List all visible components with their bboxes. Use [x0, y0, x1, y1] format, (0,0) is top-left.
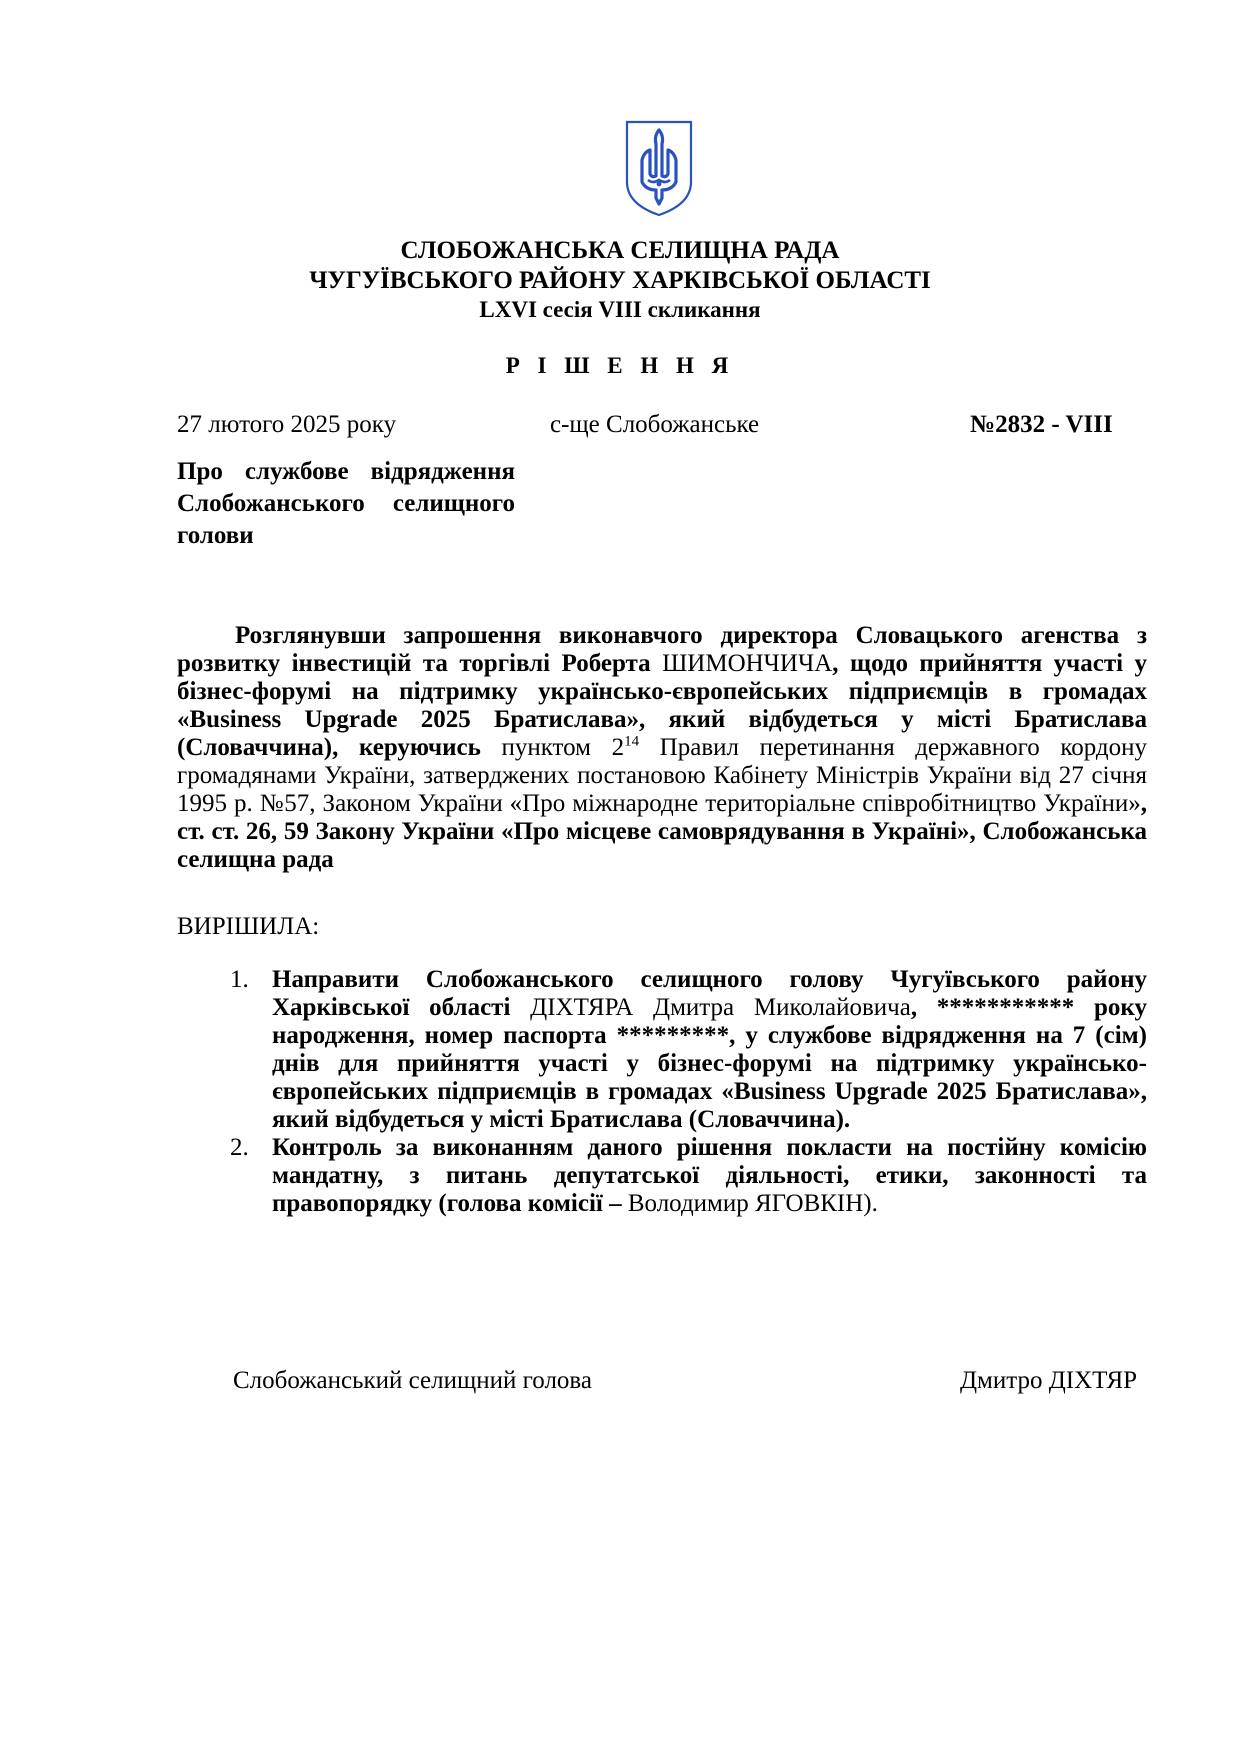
trident-coat-of-arms-icon — [623, 118, 695, 218]
list-item-text-c: , *********** року народження, номер паспорта *********, у службове відрядження на 7 (сім) днів для прийняття участі у бізнес-форумі на підтримку українсько-європейських підприємців в громадах «Business Upgrade 2025 Братислава», який відбудеться у місті Братислава (Словаччина). — [272, 994, 1147, 1133]
list-item-number: 1. — [230, 966, 249, 993]
decision-subject — [177, 456, 515, 552]
list-item-text-b: Володимир ЯГОВКІН — [627, 1190, 864, 1217]
decision-place: с-ще Слобожанське — [550, 411, 760, 438]
document-type-title: Р І Ш Е Н Н Я — [505, 353, 735, 378]
district-name: ЧУГУЇВСЬКОГО РАЙОНУ ХАРКІВСЬКОЇ ОБЛАСТІ — [309, 267, 931, 294]
council-name: СЛОБОЖАНСЬКА СЕЛИЩНА РАДА — [400, 237, 840, 264]
preamble-part-3: , щодо прийняття участі у бізнес-форумі на підтримку українсько-європейських підприємців в громадах «Business Upgrade 2025 Братислава», який відбудеться у місті Братислава (Словаччина), керуючись — [177, 650, 1147, 761]
decision-number: №2832 - VIII — [970, 411, 1113, 438]
signature-name: Дмитро ДІХТЯР — [960, 1367, 1138, 1394]
preamble-part-1: Розглянувши запрошення виконавчого директора Словацького агенства з розвитку інвестицій та торгівлі Роберта — [177, 622, 1147, 677]
preamble-paragraph — [177, 622, 1147, 874]
preamble — [177, 622, 1147, 874]
session-info: LXVI сесія VIII скликання — [479, 297, 761, 322]
preamble-superscript: 14 — [624, 733, 640, 750]
subject-line-1: Про службове відрядження — [177, 458, 515, 485]
list-item-text-b: ДІХТЯРА Дмитра Миколайовича — [530, 994, 911, 1021]
subject-line-2: Слобожанського селищного — [177, 490, 515, 517]
preamble-part-6: , ст. ст. 26, 59 Закону України «Про місцеве самоврядування в Україні», Слобожанська селищна рада — [177, 790, 1147, 873]
preamble-part-5: Правил перетинання державного кордону громадянами України, затверджених постановою Кабінету Міністрів України від 27 січня 1995 р. №57, Законом України «Про міжнародне територіальне співробітництво України» — [177, 734, 1148, 817]
decided-label: ВИРІШИЛА: — [177, 913, 320, 940]
list-item — [230, 966, 1147, 1134]
signature-position: Слобожанський селищний голова — [233, 1367, 592, 1394]
list-item-text-a: Направити Слобожанського селищного голову Чугуївського району Харківської області — [272, 966, 1147, 1021]
decision-date: 27 лютого 2025 року — [177, 411, 397, 438]
list-item-text-a: Контроль за виконанням даного рішення покласти на постійну комісію мандатну, з питань депутатської діяльності, етики, законності та правопорядку (голова комісії – — [272, 1134, 1147, 1217]
subject-line-3: голови — [177, 522, 254, 549]
decision-items — [230, 966, 1147, 1218]
list-item-number: 2. — [230, 1134, 249, 1161]
preamble-part-4: пунктом 2 — [480, 734, 625, 761]
list-item — [230, 1134, 1147, 1218]
preamble-part-2: ШИМОНЧИЧА — [662, 650, 833, 677]
list-item-text-c: ). — [863, 1190, 878, 1217]
